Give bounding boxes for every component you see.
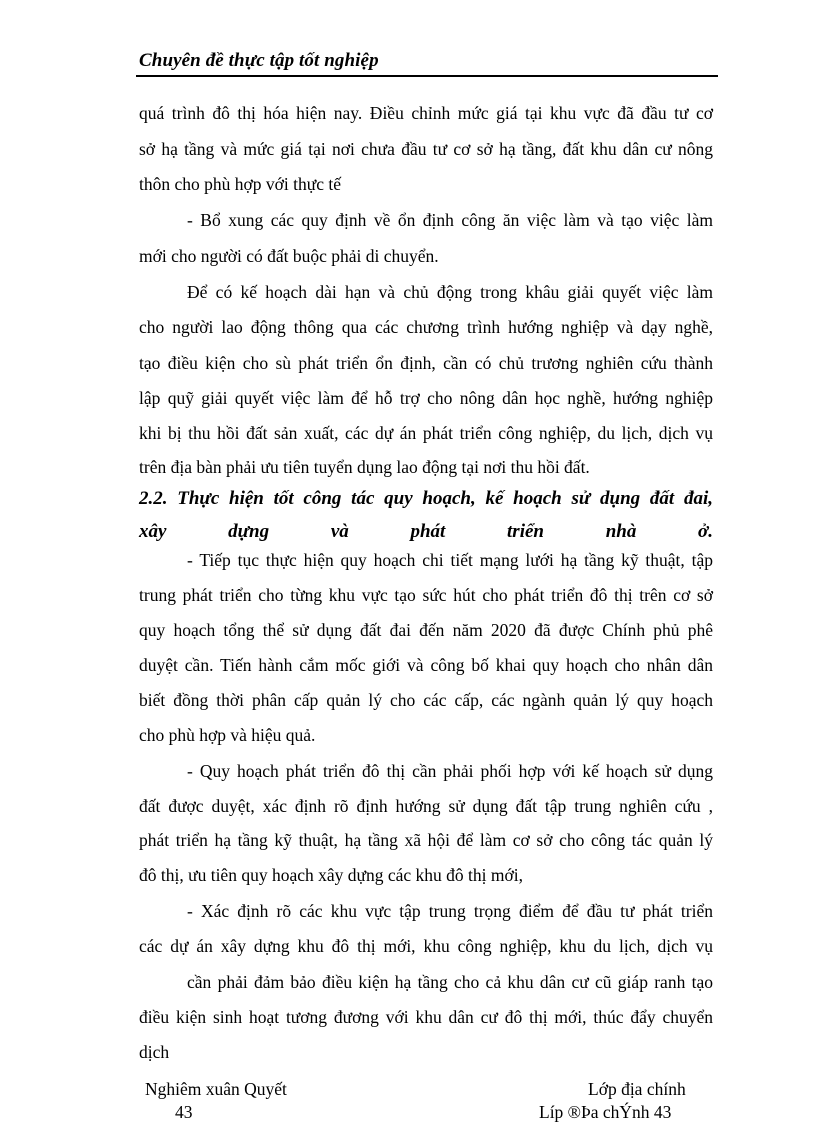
body-line: duyệt cần. Tiến hành cắm mốc giới và công bố khai quy hoạch cho nhân dân — [139, 655, 713, 675]
footer-page-number: 43 — [175, 1102, 193, 1122]
body-line: trung phát triển cho từng khu vực tạo sức hút cho phát triển đô thị trên cơ sở — [139, 585, 713, 605]
body-line: điều kiện sinh hoạt tương đương với khu dân cư đô thị mới, thúc đẩy chuyển — [139, 1007, 713, 1027]
body-line: quá trình đô thị hóa hiện nay. Điều chỉnh mức giá tại khu vực đã đầu tư cơ — [139, 103, 713, 123]
body-line: cho phù hợp và hiệu quả. — [139, 725, 316, 745]
header-divider — [136, 75, 718, 77]
body-line: lập quỹ giải quyết việc làm để hỗ trợ cho nông dân học nghề, hướng nghiệp — [139, 388, 713, 408]
body-line: cho người lao động thông qua các chương trình hướng nghiệp và dạy nghề, — [139, 317, 713, 337]
body-line: cần phải đảm bảo điều kiện hạ tầng cho cả khu dân cư cũ giáp ranh tạo — [187, 972, 713, 992]
body-line: Để có kế hoạch dài hạn và chủ động trong khâu giải quyết việc làm — [187, 282, 713, 302]
page-header-title: Chuyên đề thực tập tốt nghiệp — [139, 50, 379, 71]
body-line: - Bổ xung các quy định về ổn định công ăn việc làm và tạo việc làm — [187, 210, 713, 230]
footer-class-name: Lớp địa chính — [588, 1079, 686, 1099]
body-line: - Quy hoạch phát triển đô thị cần phải phối hợp với kế hoạch sử dụng — [187, 761, 713, 781]
body-line: dịch — [139, 1042, 170, 1062]
body-line: phát triển hạ tầng kỹ thuật, hạ tầng xã hội để làm cơ sở cho công tác quản lý — [139, 830, 713, 850]
body-line: thôn cho phù hợp với thực tế — [139, 174, 341, 194]
body-line: đô thị, ưu tiên quy hoạch xây dựng các khu đô thị mới, — [139, 865, 523, 885]
footer-class-garbled: Líp ®Þa chÝnh 43 — [539, 1102, 672, 1122]
body-line: quy hoạch tổng thể sử dụng đất đai đến năm 2020 đã được Chính phủ phê — [139, 620, 713, 640]
body-line: sở hạ tầng và mức giá tại nơi chưa đầu tư cơ sở hạ tầng, đất khu dân cư nông — [139, 139, 713, 159]
body-line: mới cho người có đất buộc phải di chuyển. — [139, 246, 439, 266]
section-heading-line-2: xây dựng và phát triển nhà ở. — [139, 521, 713, 542]
body-line: các dự án xây dựng khu đô thị mới, khu công nghiệp, khu du lịch, dịch vụ — [139, 936, 713, 956]
footer-author: Nghiêm xuân Quyết — [145, 1079, 287, 1099]
body-line: khi bị thu hồi đất sản xuất, các dự án phát triển công nghiệp, du lịch, dịch vụ — [139, 423, 713, 443]
body-line: tạo điều kiện cho sù phát triển ổn định, cần có chủ trương nghiên cứu thành — [139, 353, 713, 373]
body-line: đất được duyệt, xác định rõ định hướng sử dụng đất tập trung nghiên cứu , — [139, 796, 713, 816]
section-heading-line-1: 2.2. Thực hiện tốt công tác quy hoạch, kế hoạch sử dụng đất đai, — [139, 488, 713, 509]
body-line: - Xác định rõ các khu vực tập trung trọng điểm để đầu tư phát triển — [187, 901, 713, 921]
body-line: - Tiếp tục thực hiện quy hoạch chi tiết mạng lưới hạ tầng kỹ thuật, tập — [187, 550, 713, 570]
body-line: trên địa bàn phải ưu tiên tuyển dụng lao động tại nơi thu hồi đất. — [139, 457, 590, 477]
body-line: biết đồng thời phân cấp quản lý cho các cấp, các ngành quản lý quy hoạch — [139, 690, 713, 710]
